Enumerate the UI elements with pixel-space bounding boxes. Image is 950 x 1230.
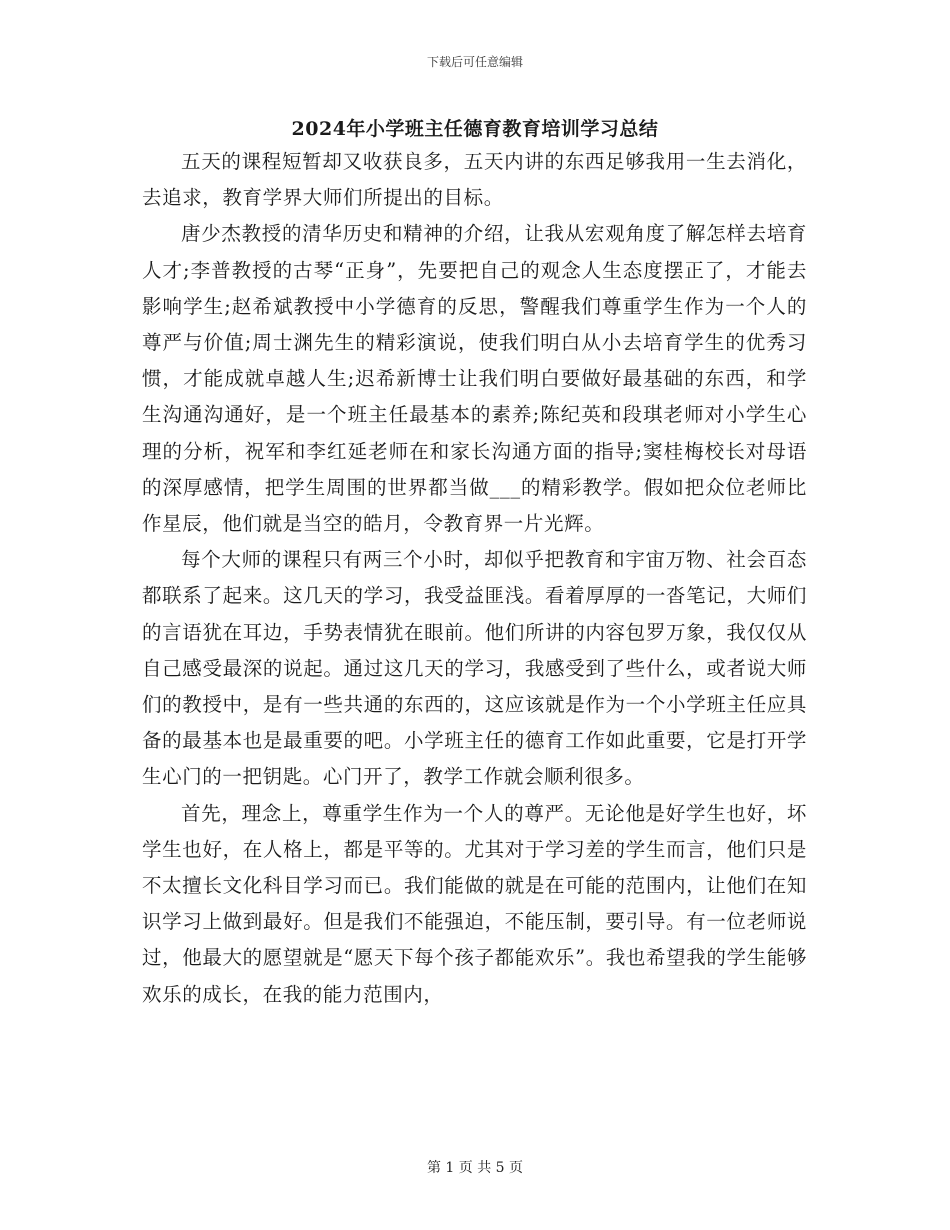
page-number: 第 1 页 共 5 页 — [426, 1160, 524, 1176]
paragraph-4: 首先，理念上，尊重学生作为一个人的尊严。无论他是好学生也好，坏学生也好，在人格上，都是平等的。尤其对于学习差的学生而言，他们只是不太擅长文化科目学习而已。我们能做的就是在可能的范围内，让他们在知识学习上做到最好。但是我们不能强迫，不能压制，要引导。有一位老师说过，他最大的愿望就是“愿天下每个孩子都能欢乐”。我也希望我的学生能够欢乐的成长，在我的能力范围内， — [142, 801, 807, 1006]
document-title: 2024年小学班主任德育教育培训学习总结 — [291, 118, 659, 140]
paragraph-2: 唐少杰教授的清华历史和精神的介绍，让我从宏观角度了解怎样去培育人才;李普教授的古琴“正身”，先要把自己的观念人生态度摆正了，才能去影响学生;赵希斌教授中小学德育的反思，警醒我们尊重学生作为一个人的尊严与价值;周士渊先生的精彩演说，使我们明白从小去培育学生的优秀习惯，才能成就卓越人生;迟希新博士让我们明白要做好最基础的东西，和学生沟通沟通好，是一个班主任最基本的素养;陈纪英和段琪老师对小学生心理的分析，祝军和李红延老师在和家长沟通方面的指导;窦桂梅校长对母语的深厚感情，把学生周围的世界都当做___的精彩教学。假如把众位老师比作星辰，他们就是当空的皓月，令教育界一片光辉。 — [142, 222, 807, 536]
paragraph-3: 每个大师的课程只有两三个小时，却似乎把教育和宇宙万物、社会百态都联系了起来。这几天的学习，我受益匪浅。看着厚厚的一沓笔记，大师们的言语犹在耳边，手势表情犹在眼前。他们所讲的内容包罗万象，我仅仅从自己感受最深的说起。通过这几天的学习，我感受到了些什么，或者说大师们的教授中，是有一些共通的东西的，这应该就是作为一个小学班主任应具备的最基本也是最重要的吧。小学班主任的德育工作如此重要，它是打开学生心门的一把钥匙。心门开了，教学工作就会顺利很多。 — [142, 548, 807, 789]
paragraph-1: 五天的课程短暂却又收获良多，五天内讲的东西足够我用一生去消化，去追求，教育学界大师们所提出的目标。 — [142, 150, 807, 210]
download-note: 下载后可任意编辑 — [426, 55, 523, 69]
document-body — [142, 144, 807, 1013]
